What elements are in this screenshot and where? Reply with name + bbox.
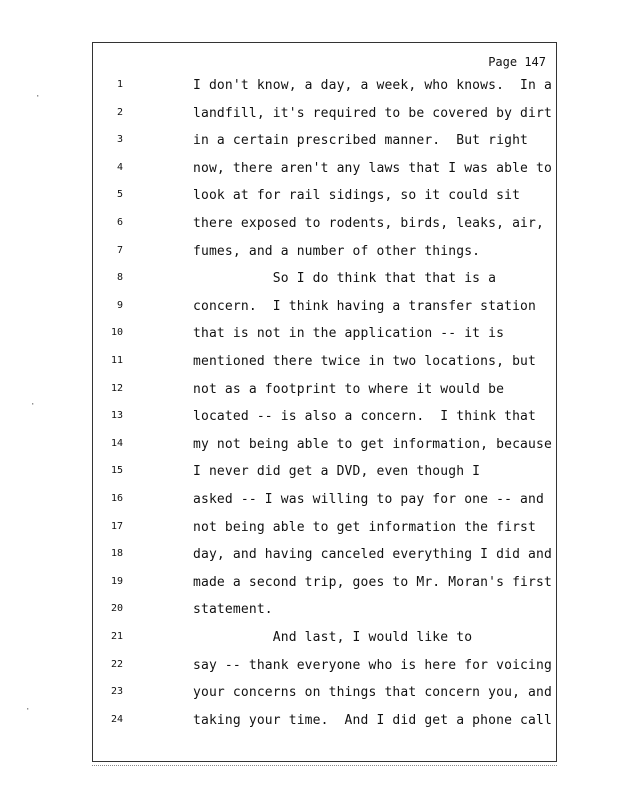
line-number: 19 bbox=[110, 575, 123, 587]
transcript-line: not being able to get information the first bbox=[193, 519, 536, 535]
transcript-line: say -- thank everyone who is here for voicing bbox=[193, 657, 552, 673]
line-number: 24 bbox=[110, 713, 123, 725]
footer-rule bbox=[92, 765, 557, 766]
transcript-line: taking your time. And I did get a phone call bbox=[193, 712, 552, 728]
line-number: 17 bbox=[110, 520, 123, 532]
transcript-line: your concerns on things that concern you, and bbox=[193, 685, 552, 701]
line-number: 4 bbox=[116, 161, 123, 173]
line-number: 18 bbox=[110, 548, 123, 560]
margin-mark: · bbox=[35, 92, 41, 102]
margin-mark: · bbox=[25, 705, 31, 715]
line-number: 2 bbox=[116, 106, 123, 118]
transcript-line: fumes, and a number of other things. bbox=[193, 243, 481, 259]
transcript-line: So I do think that that is a bbox=[193, 271, 497, 287]
line-number: 5 bbox=[116, 189, 123, 201]
transcript-line: located -- is also a concern. I think that bbox=[193, 409, 536, 425]
margin-mark: · bbox=[30, 400, 36, 410]
line-number: 13 bbox=[110, 410, 123, 422]
transcript-line: my not being able to get information, because bbox=[193, 436, 552, 452]
line-number: 9 bbox=[116, 299, 123, 311]
line-number: 14 bbox=[110, 437, 123, 449]
transcript-line: look at for rail sidings, so it could sit bbox=[193, 188, 521, 204]
transcript-page bbox=[92, 42, 557, 762]
transcript-line: made a second trip, goes to Mr. Moran's first bbox=[193, 574, 552, 590]
page-number: Page 147 bbox=[488, 55, 546, 69]
transcript-line: in a certain prescribed manner. But right bbox=[193, 133, 529, 149]
line-number: 20 bbox=[110, 603, 123, 615]
transcript-line: asked -- I was willing to pay for one -- and bbox=[193, 492, 544, 507]
transcript-line: there exposed to rodents, birds, leaks, air, bbox=[193, 216, 544, 231]
line-number: 3 bbox=[116, 134, 123, 146]
transcript-line: landfill, it's required to be covered by dirt bbox=[193, 105, 552, 121]
line-number: 11 bbox=[110, 355, 123, 366]
transcript-line: statement. bbox=[193, 602, 273, 618]
line-number: 15 bbox=[110, 465, 123, 477]
transcript-line: mentioned there twice in two locations, but bbox=[193, 354, 536, 369]
line-number: 23 bbox=[110, 686, 123, 698]
transcript-line: And last, I would like to bbox=[193, 630, 473, 645]
transcript-line: that is not in the application -- it is bbox=[193, 326, 505, 342]
transcript-line: day, and having canceled everything I did and bbox=[193, 547, 552, 563]
transcript-line: concern. I think having a transfer station bbox=[193, 298, 536, 314]
line-number: 16 bbox=[110, 493, 123, 504]
line-number: 7 bbox=[116, 244, 123, 256]
transcript-line: I never did get a DVD, even though I bbox=[193, 464, 481, 480]
transcript-line: I don't know, a day, a week, who knows. In a bbox=[193, 78, 552, 93]
transcript-line: not as a footprint to where it would be bbox=[193, 381, 505, 397]
transcript-line: now, there aren't any laws that I was able to bbox=[193, 160, 552, 176]
line-number: 22 bbox=[110, 658, 123, 670]
line-number: 21 bbox=[110, 631, 123, 642]
line-number: 1 bbox=[116, 79, 123, 90]
line-number: 12 bbox=[110, 382, 123, 394]
line-number: 10 bbox=[110, 327, 123, 339]
line-number: 6 bbox=[116, 217, 123, 228]
line-number: 8 bbox=[116, 272, 123, 284]
